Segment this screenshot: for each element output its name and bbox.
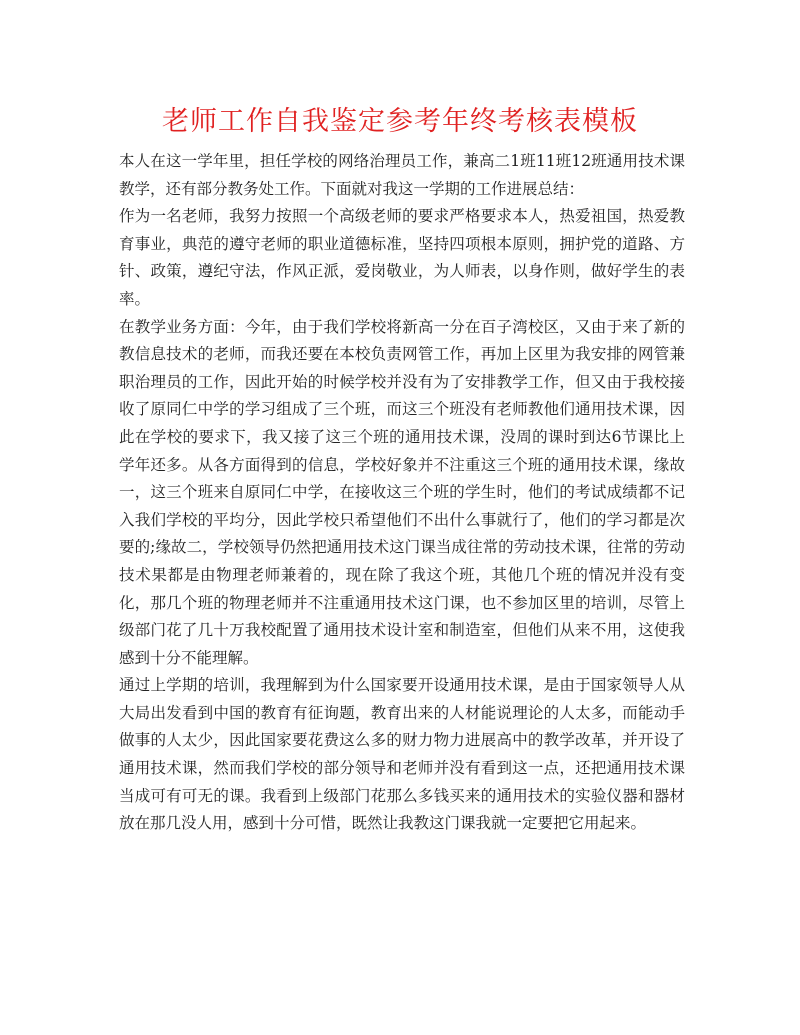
paragraph-training: 通过上学期的培训，我理解到为什么国家要开设通用技术课，是由于国家领导人从大局出发看到中国的教育有征询题，教育出来的人材能说理论的人太多，而能动手做事的人太少，因此国家要花费这么多的财力物力进展高中的教学改革，并开设了通用技术课，然而我们学校的部分领导和老师并没有看到这一点，还把通用技术课当成可有可无的课。我看到上级部门花那么多钱买来的通用技术的实验仪器和器材放在那几没人用，感到十分可惜，既然让我教这门课我就一定要把它用起来。 [119,676,685,833]
document-body [119,148,685,838]
paragraph-teaching: 在教学业务方面：今年，由于我们学校将新高一分在百子湾校区，又由于来了新的教信息技术的老师，而我还要在本校负责网管工作，再加上区里为我安排的网管兼职治理员的工作，因此开始的时候学校并没有为了安排教学工作，但又由于我校接收了原同仁中学的学习组成了三个班，而这三个班没有老师教他们通用技术课，因此在学校的要求下，我又接了这三个班的通用技术课，没周的课时到达6节课比上学年还多。从各方面得到的信息，学校好象并不注重这三个班的通用技术课，缘故一，这三个班来自原同仁中学，在接收这三个班的学生时，他们的考试成绩都不记入我们学校的平均分，因此学校只希望他们不出什么事就行了，他们的学习都是次要的;缘故二，学校领导仍然把通用技术这门课当成往常的劳动技术课，往常的劳动技术果都是由物理老师兼着的，现在除了我这个班，其他几个班的情况并没有变化，那几个班的物理老师并不注重通用技术这门课，也不参加区里的培训，尽管上级部门花了几十万我校配置了通用技术设计室和制造室，但他们从来不用，这使我感到十分不能理解。 [119,317,685,667]
document-title: 老师工作自我鉴定参考年终考核表模板 [162,106,638,137]
paragraph-ethics: 作为一名老师，我努力按照一个高级老师的要求严格要求本人，热爱祖国，热爱教育事业，典范的遵守老师的职业道德标准，坚持四项根本原则，拥护党的道路、方针、政策，遵纪守法，作风正派，爱岗敬业，为人师表，以身作则，做好学生的表率。 [119,207,685,308]
paragraph-intro: 本人在这一学年里，担任学校的网络治理员工作，兼高二1班11班12班通用技术课教学，还有部分教务处工作。下面就对我这一学期的工作进展总结： [119,152,685,198]
